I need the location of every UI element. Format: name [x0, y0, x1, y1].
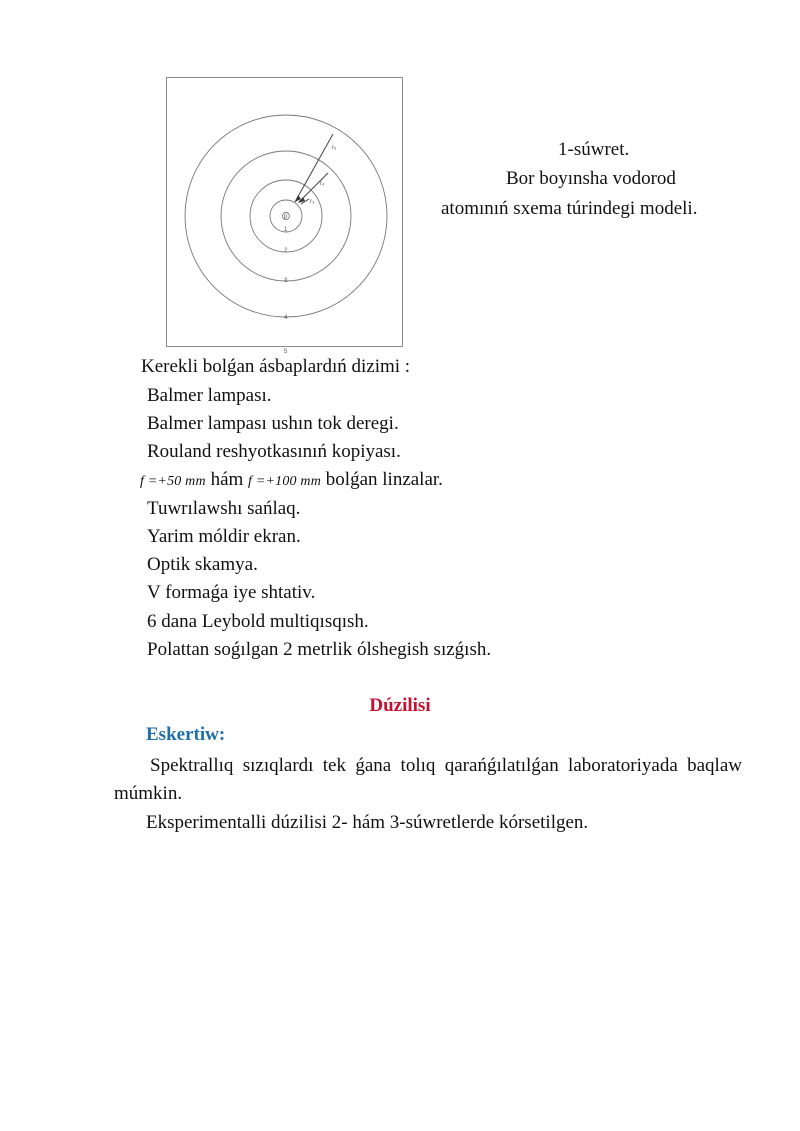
- bohr-model-diagram: [167, 78, 404, 355]
- orbit-label-4: 4: [284, 315, 288, 321]
- equipment-item: Optik skamya.: [147, 554, 258, 575]
- note-label: Eskertiw:: [146, 724, 226, 745]
- radius-arrow-r5: [295, 134, 333, 202]
- orbit-label-3: 3: [284, 278, 288, 284]
- equipment-item-lenses: [140, 468, 443, 494]
- orbit-label-5: 5: [284, 349, 288, 355]
- lens-conjunction: hám: [205, 469, 249, 490]
- orbit-label-1: 1: [284, 227, 288, 233]
- equipment-heading: Kerekli bolǵan ásbaplardıń dizimi :: [141, 356, 411, 377]
- equipment-item: Balmer lampası.: [147, 385, 272, 406]
- caption-line-3: atomınıń sxema túrindegi modeli.: [441, 198, 698, 219]
- nucleus-label: p: [284, 214, 288, 220]
- caption-line-2: Bor boyınsha vodorod: [506, 168, 676, 189]
- lens-suffix: bolǵan linzalar.: [321, 469, 443, 490]
- equipment-item: Yarim móldir ekran.: [147, 526, 301, 547]
- equipment-item: Polattan soǵılgan 2 metrlik ólshegish sızǵısh.: [147, 639, 492, 660]
- note-paragraph: Spektrallıq sızıqlardı tek ǵana tolıq qarańǵılatılǵan laboratoriyada baqlaw múmkin.: [114, 755, 742, 804]
- equipment-item: Rouland reshyotkasınıń kopiyası.: [147, 441, 401, 462]
- orbit-label-2: 2: [284, 248, 288, 254]
- equipment-item: Tuwrılawshı sańlaq.: [147, 498, 301, 519]
- equipment-item: 6 dana Leybold multiqısqısh.: [147, 611, 369, 632]
- radius-label-r5: r₅: [332, 145, 337, 151]
- equipment-item: V formaǵa iye shtativ.: [147, 582, 316, 603]
- bohr-model-figure: [166, 77, 403, 355]
- caption-line-1: 1-súwret.: [558, 139, 630, 160]
- setup-paragraph: Eksperimentalli dúzilisi 2- hám 3-súwretlerde kórsetilgen.: [146, 812, 589, 833]
- equipment-item: Balmer lampası ushın tok deregi.: [147, 413, 399, 434]
- radius-label-r3: r₃: [310, 199, 315, 205]
- lens-formula-100: f =+100 mm: [248, 474, 322, 489]
- lens-formula-50: f =+50 mm: [140, 474, 206, 489]
- section-title: Dúzilisi: [369, 695, 431, 716]
- radius-label-r4: r₄: [320, 181, 325, 187]
